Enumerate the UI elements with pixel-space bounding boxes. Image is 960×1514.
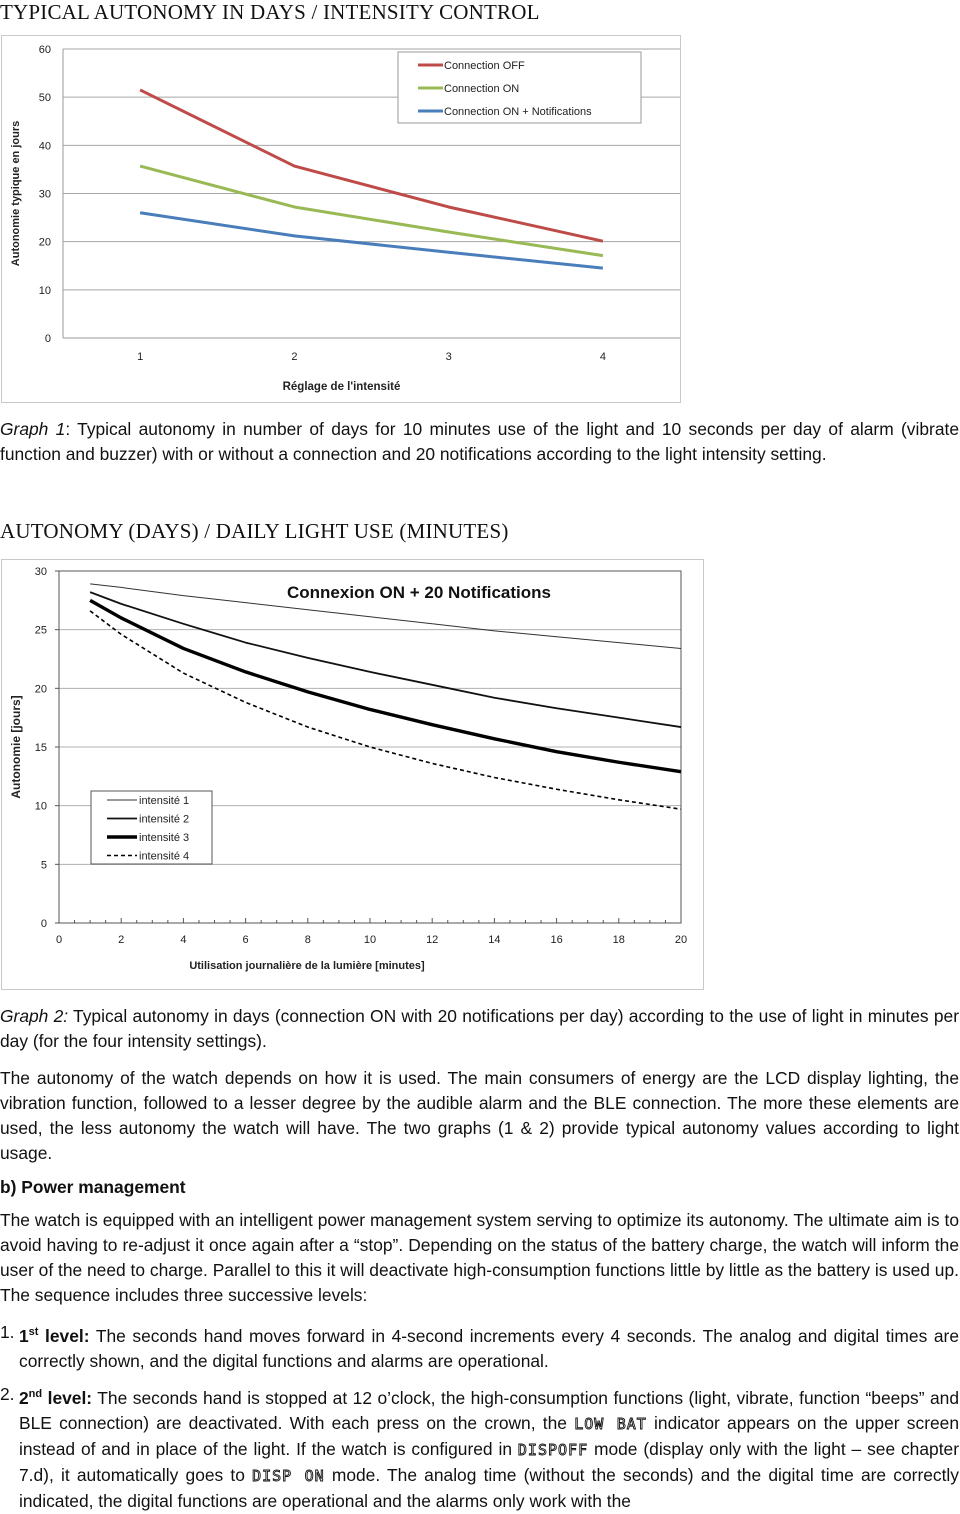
level-description-a: The seconds hand is stopped at 12 o’clock, the high-consumption functions (light, vibrate, function “beeps” and BLE connection) are deactivated. With each press on the crown, the [19,1387,960,1433]
x-tick-label: 16 [550,934,563,946]
list-item-level-2 [0,1382,959,1514]
level-description-c: mode (display only with the light – see chapter 7.d), it automatically goes to [19,1438,959,1485]
chart-title: Connexion ON + 20 Notifications [286,583,552,602]
level-label: level: [38,1325,90,1346]
series-line [90,611,681,809]
chart1-caption [0,417,959,467]
x-tick-label: 0 [55,934,63,946]
level-description-d: mode. The analog time (without the seconds) and the digital time are correctly indicated, the digital functions are operational and the alarms only work with the [19,1464,959,1511]
level-description-b: indicator appears on the upper screen instead of and in place of the light. If the watch is configured in [19,1412,960,1459]
x-tick-label: 8 [304,934,311,946]
legend-label: Connection OFF [444,60,525,72]
level-ordinal-suffix: nd [28,1388,43,1400]
x-axis-title: Utilisation journalière de la lumière [minutes] [189,960,425,972]
body-paragraph-1: The autonomy of the watch depends on how it is used. The main consumers of energy are the LCD display lighting, the vibration function, followed to a lesser degree by the audible alarm and the BLE connection. The more these elements are used, the less autonomy the watch will have. The two graphs (1 & 2) provide typical autonomy values according to light usage. [0,1068,959,1163]
list-number: 2. [0,1384,15,1404]
x-tick-label: 12 [426,934,439,946]
y-tick-label: 0 [44,333,51,345]
series-line [90,592,681,727]
x-tick-label: 6 [242,934,249,946]
body-paragraph-2: The watch is equipped with an intelligent power management system serving to optimize its autonomy. The ultimate aim is to avoid having to re-adjust it once again after a “stop”. Depending on the status of the battery charge, the watch will inform the user of the need to charge. Parallel to this it will deactivate high-consumption functions little by little as the battery is used up. The sequence includes three successive levels: [0,1210,959,1305]
level-description: The seconds hand moves forward in 4-second increments every 4 seconds. The analog and digital times are correctly shown, and the digital functions and alarms are operational. [19,1325,959,1371]
y-tick-label: 5 [40,859,47,872]
x-tick-label: 3 [445,351,452,363]
x-tick-label: 2 [291,351,298,363]
y-tick-label: 20 [38,236,51,249]
y-tick-label: 60 [38,44,51,56]
lcd-low-bat-indicator: LOW BAT [574,1414,647,1433]
y-tick-label: 15 [34,742,47,754]
level-ordinal: 2 [19,1387,29,1408]
x-tick-label: 14 [488,934,501,946]
lcd-dispoff-mode: DISPOFF [517,1440,589,1459]
level-label: level: [42,1387,93,1408]
legend-label: Connection ON [444,83,520,95]
legend-label: intensité 4 [139,850,190,863]
y-tick-label: 30 [38,188,51,201]
x-axis-title: Réglage de l'intensité [282,381,401,393]
list-item-level-1 [0,1320,959,1374]
legend-label: intensité 1 [139,795,190,807]
lcd-disp-on-mode: DISP ON [252,1466,325,1485]
x-tick-label: 2 [118,934,125,946]
y-tick-label: 0 [40,918,47,930]
chart1-plot [2,36,680,402]
chart2-caption-label: Graph 2: [0,1006,69,1026]
legend-label: intensité 3 [139,832,190,844]
y-tick-label: 30 [34,566,47,578]
y-tick-label: 20 [34,683,47,696]
x-tick-label: 20 [674,934,688,946]
y-tick-label: 50 [38,92,51,105]
x-tick-label: 10 [363,934,377,946]
chart1-heading: TYPICAL AUTONOMY IN DAYS / INTENSITY CONTROL [0,0,540,24]
x-tick-label: 4 [180,934,187,946]
section-title: b) Power management [0,1177,186,1197]
x-tick-label: 18 [612,934,625,946]
level-ordinal: 1 [19,1325,29,1346]
legend-label: intensité 2 [139,813,190,826]
series-line [140,166,603,256]
chart2-plot [2,560,703,989]
chart1-frame [1,35,681,403]
legend-label: Connection ON + Notifications [444,106,592,118]
y-axis-title: Autonomie [jours] [9,695,23,799]
y-axis-title: Autonomie typique en jours [10,120,22,267]
chart1-caption-label: Graph 1 [0,419,66,439]
chart2-frame [1,559,704,990]
y-tick-label: 10 [34,800,47,813]
chart2-caption [0,1004,959,1054]
chart2-heading: AUTONOMY (DAYS) / DAILY LIGHT USE (MINUTES) [0,519,509,543]
x-tick-label: 1 [137,351,144,363]
series-line [140,213,603,268]
chart2-caption-text: Typical autonomy in days (connection ON with 20 notifications per day) according to the use of light in minutes per day (for the four intensity settings). [0,1006,959,1051]
list-number: 1. [0,1322,15,1342]
y-tick-label: 40 [38,140,51,153]
series-line [90,600,681,771]
chart1-caption-text: : Typical autonomy in number of days for 10 minutes use of the light and 10 seconds per day of alarm (vibrate function and buzzer) with or without a connection and 20 notifications according to the light intensity setting. [0,419,960,464]
y-tick-label: 10 [38,284,51,297]
level-ordinal-suffix: st [28,1326,39,1338]
x-tick-label: 4 [599,351,606,363]
y-tick-label: 25 [34,624,47,637]
